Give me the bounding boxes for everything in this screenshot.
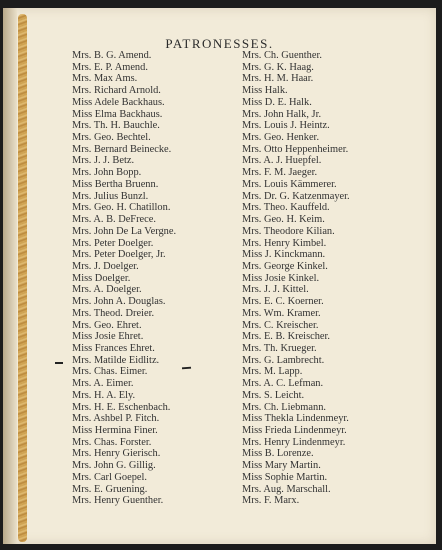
patroness-name: Miss Halk. <box>242 85 288 97</box>
patroness-name: Miss Adele Backhaus. <box>72 96 165 108</box>
patroness-name: Mrs. Henry Kimbel. <box>242 237 327 249</box>
patroness-name: Mrs. F. M. Jaeger. <box>242 167 318 179</box>
left-name-column <box>72 50 176 507</box>
patroness-name: Miss Frieda Lindenmeyr. <box>242 425 347 436</box>
right-name-column <box>242 50 350 507</box>
patroness-name: Mrs. B. G. Amend. <box>72 50 152 61</box>
patroness-name: Mrs. Louis Kämmerer. <box>242 178 337 190</box>
patroness-name: Mrs. Henry Lindenmeyr. <box>242 436 346 448</box>
patroness-name: Mrs. Aug. Marschall. <box>242 483 331 495</box>
patroness-name: Miss Frances Ehret. <box>72 342 155 354</box>
patroness-name: Mrs. John G. Gillig. <box>72 460 156 472</box>
patroness-name: Mrs. H. A. Ely. <box>72 389 136 401</box>
patroness-name: Mrs. John Halk, Jr. <box>242 108 322 120</box>
patroness-name: Mrs. J. J. Kittel. <box>242 284 309 296</box>
patroness-name: Mrs. Julius Bunzl. <box>72 190 149 202</box>
patroness-name: Mrs. Ashbel P. Fitch. <box>72 413 160 425</box>
patroness-name: Mrs. Henry Gierisch. <box>72 448 161 460</box>
patroness-name: Mrs. Ch. Guenther. <box>242 50 322 61</box>
patroness-name: Mrs. Chas. Eimer. <box>72 366 148 378</box>
patroness-name: Miss Hermina Finer. <box>72 425 158 436</box>
patroness-name: Mrs. Geo. Henker. <box>242 132 320 144</box>
patroness-name: Mrs. J. J. Betz. <box>72 155 135 167</box>
patroness-name: Mrs. E. Gruening. <box>72 483 148 495</box>
patroness-name: Miss Elma Backhaus. <box>72 108 163 120</box>
patroness-name: Mrs. Peter Doelger. <box>72 237 154 249</box>
patroness-name: Mrs. Wm. Kramer. <box>242 307 321 319</box>
patroness-name: Mrs. H. E. Eschenbach. <box>72 401 171 413</box>
patroness-name: Miss D. E. Halk. <box>242 96 312 108</box>
patroness-name: Mrs. Theod. Dreier. <box>72 307 155 319</box>
patroness-name: Mrs. M. Lapp. <box>242 366 303 378</box>
patroness-name: Mrs. Bernard Beinecke. <box>72 143 172 155</box>
patroness-name: Miss Mary Martin. <box>242 460 321 472</box>
patroness-name: Mrs. Geo. Ehret. <box>72 319 142 331</box>
patroness-name: Mrs. E. C. Koerner. <box>242 296 324 308</box>
patroness-name: Miss B. Lorenze. <box>242 448 314 460</box>
patroness-name: Mrs. F. Marx. <box>242 495 300 507</box>
patroness-name: Mrs. A. C. Lefman. <box>242 378 324 390</box>
patroness-name: Mrs. John Bopp. <box>72 167 142 179</box>
patroness-name: Mrs. A. B. DeFrece. <box>72 214 156 226</box>
binding-cord <box>18 14 27 542</box>
patroness-name: Miss Doelger. <box>72 272 131 284</box>
patroness-name: Mrs. E. P. Amend. <box>72 61 148 73</box>
patroness-name: Mrs. H. M. Haar. <box>242 73 314 85</box>
patroness-name: Mrs. A. Eimer. <box>72 378 134 390</box>
patroness-name: Mrs. J. Doelger. <box>72 260 139 272</box>
patroness-name: Mrs. Geo. H. Keim. <box>242 214 325 226</box>
patroness-name: Mrs. E. B. Kreischer. <box>242 331 331 343</box>
patroness-name: Mrs. Carl Goepel. <box>72 471 148 483</box>
patroness-name: Mrs. Louis J. Heintz. <box>242 120 330 132</box>
patroness-name: Mrs. Henry Guenther. <box>72 495 164 507</box>
patroness-name: Mrs. Chas. Forster. <box>72 436 152 448</box>
patroness-name: Mrs. A. J. Huepfel. <box>242 155 322 167</box>
patroness-name: Mrs. Otto Heppenheimer. <box>242 143 349 155</box>
binding-shadow <box>3 8 17 544</box>
patroness-name: Miss Josie Kinkel. <box>242 272 320 284</box>
patroness-name: Mrs. George Kinkel. <box>242 260 328 272</box>
patroness-name: Mrs. Max Ams. <box>72 73 138 85</box>
patroness-name: Mrs. Th. H. Bauchle. <box>72 120 160 132</box>
patroness-name: Mrs. Th. Krueger. <box>242 342 317 354</box>
patroness-name: Mrs. G. K. Haag. <box>242 61 314 73</box>
patroness-name: Mrs. C. Kreischer. <box>242 319 319 331</box>
patroness-name: Miss Sophie Martin. <box>242 471 328 483</box>
patroness-name: Miss Thekla Lindenmeyr. <box>242 413 349 425</box>
patroness-name: Mrs. John A. Douglas. <box>72 296 166 308</box>
patroness-name: Mrs. Geo. H. Chatillon. <box>72 202 171 214</box>
patroness-name: Mrs. Ch. Liebmann. <box>242 401 326 413</box>
patroness-name: Mrs. G. Lambrecht. <box>242 354 325 366</box>
patroness-name: Mrs. A. Doelger. <box>72 284 142 296</box>
patroness-name: Mrs. John De La Vergne. <box>72 225 177 237</box>
patroness-name: Mrs. Peter Doelger, Jr. <box>72 249 166 261</box>
patroness-name: Mrs. Geo. Bechtel. <box>72 132 151 144</box>
patroness-name: Miss Josie Ehret. <box>72 331 144 343</box>
patroness-name: Mrs. S. Leicht. <box>242 389 305 401</box>
pencil-mark-left <box>55 362 63 364</box>
document-page <box>3 8 436 544</box>
patroness-name: Mrs. Richard Arnold. <box>72 85 161 97</box>
patroness-name: Miss Bertha Bruenn. <box>72 178 159 190</box>
patroness-name: Mrs. Matilde Eidlitz. <box>72 354 160 366</box>
patroness-name: Miss J. Kinckmann. <box>242 249 326 261</box>
patroness-name: Mrs. Theo. Kauffeld. <box>242 202 330 214</box>
patroness-name: Mrs. Dr. G. Katzenmayer. <box>242 190 350 202</box>
page-title: PATRONESSES. <box>165 36 274 51</box>
patroness-name: Mrs. Theodore Kilian. <box>242 225 335 237</box>
